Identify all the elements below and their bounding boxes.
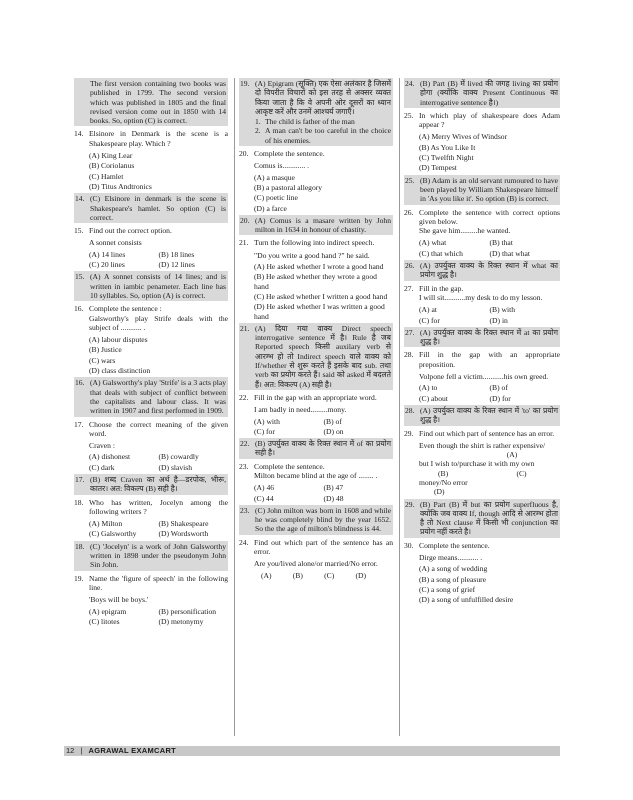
option: (B) a song of pleasure (419, 574, 487, 584)
solution-16: 16. (A) Galsworthy's play 'Strife' is a 3 acts play that deals with subject of conflict between the capitalists and labour class. It was written in 1907 and first performed in 1909. (75, 378, 226, 416)
option: (B) As You Like It (419, 142, 476, 152)
question-prompt: A sonnet consists (89, 238, 142, 248)
solution-26: 26. (A) उपर्युक्त वाक्य के रिक्त स्थान में what का प्रयोग शुद्ध है। (405, 261, 558, 280)
options-row: (A) 46 (B) 47 (254, 483, 344, 493)
question-30: 30. Complete the sentence. (404, 540, 490, 550)
option: (A) a masque (254, 172, 295, 182)
options-row: (A) what (B) that (419, 238, 513, 248)
option: (D) class distinction (89, 366, 151, 376)
options-row: (C) Galsworthy (D) Wordsworth (89, 529, 209, 539)
solution-17: 17. (B) शब्द Craven का अर्थ है—डरपोक, भीरू, कातर। अत: विकल्प (B) सही है। (75, 474, 226, 494)
option: (C) wars (89, 355, 116, 365)
solution-19: 19. (A) Epigram (सूक्ति) एक ऐसा अलंकार है जिसमें दो विपरीत विचारों को इस तरह से अक्सर व्यक्त किया जाता है कि वे अपनी ओर दूसरों का ध्यान आकृष्ट करें और उनमें आश्चर्य जगाएँ। 1. The child is father of the man 2. A man can't be too careful in the choice of his enemies. (240, 79, 391, 145)
option: (C) poetic line (254, 193, 298, 203)
solution-15: 15. (A) A sonnet consists of 14 lines; and is written in iambic penameter. Each line has 10 syllables. So, option (A) is correct. (75, 272, 226, 300)
sentence-part: but I wish to/purchase it with my own (419, 459, 535, 469)
question-prompt: Are you/lived alone/or married/No error. (254, 559, 378, 569)
question-prompt: Dirge means........... . (419, 553, 483, 563)
solution-25: 25. (B) Adam is an old servant rumoured to have been played by William Shakespeare himself in 'As you like it'. So option (B) is correct. (405, 175, 558, 204)
options-row: (C) about (D) for (419, 393, 511, 403)
question-prompt: I am badly in need.........mony. (254, 405, 347, 415)
column-2 (239, 78, 393, 580)
question-25: 25. In which play of shakespeare does Adam appear ? (404, 110, 560, 130)
option: (B) a pastoral allegory (254, 182, 323, 192)
sentence-part: Even though the shirt is rather expensive/ (419, 440, 546, 450)
brand-logo: AGRAWAL EXAMCART (88, 746, 177, 755)
options-row: (A) with (B) of (254, 416, 342, 426)
question-18: 18. Who has written, Jocelyn among the following writers ? (74, 497, 228, 516)
question-prompt: "Do you write a good hand ?" he said. (254, 250, 370, 260)
options-row: (C) 20 lines (D) 12 lines (89, 260, 195, 270)
solution-23: 23. (C) John milton was born in 1608 and while he was completely blind by the year 1652. So the the age of milton's blindness is 44. (240, 505, 391, 534)
column-1 (74, 78, 228, 627)
question-24: 24. Find out which part of the sentence has an error. (239, 537, 393, 557)
footer-separator: | (80, 746, 83, 755)
option: (A) He asked whether I wrote a good hand (254, 262, 384, 272)
option: (B) Coriolanus (89, 161, 135, 171)
question-16: 16. Complete the sentence : Galsworthy's play Strife deals with the subject of ........... . (74, 304, 228, 332)
solution-18: 18. (C) 'Jocelyn' is a work of John Galsworthy written in 1898 under the pseudonym John Sin John. (75, 541, 226, 570)
options-row: (C) for (D) on (254, 426, 344, 436)
question-19: 19. Name the 'figure of speech' in the following line. (74, 573, 228, 592)
options-row: (A) to (B) of (419, 383, 508, 393)
option: (C) Twelfth Night (419, 153, 474, 163)
column-divider (234, 78, 235, 736)
option: (A) labour disputes (89, 335, 148, 345)
question-17: 17. Choose the correct meaning of the given word. (74, 419, 228, 438)
option: (B) Justice (89, 345, 122, 355)
question-26: 26. Complete the sentence with correct options given below. She gave him.........he wanted. (404, 207, 560, 236)
question-23: 23. Complete the sentence. Milton became blind at the age of ........ . (239, 461, 378, 480)
question-28: 28. Fill in the gap with an appropriate preposition. (404, 350, 560, 369)
question-20: 20. Complete the sentence. (239, 149, 325, 159)
question-prompt: 'Boys will be boys.' (89, 595, 149, 605)
question-prompt: Comus is............ . (254, 161, 310, 171)
solution-28: 28. (A) उपर्युक्त वाक्य के रिक्त स्थान में 'to' का प्रयोग शुद्ध है। (405, 405, 558, 425)
column-divider (399, 78, 400, 736)
option: (C) Hamlet (89, 171, 124, 181)
question-14: 14. Elsinore in Denmark is the scene is a Shakespeare play. Which ? (74, 129, 228, 148)
question-15: 15. Find out the correct option. (74, 226, 172, 236)
options-row: (A) 14 lines (B) 18 lines (89, 249, 195, 259)
solution-29: 29. (B) Part (B) में but का प्रयोग superfluous है, क्योंकि जब वाक्य If, though आदि से आरम्भ होता है तो Next clause में किसी भी conjunction का प्रयोग नहीं करते है। (405, 499, 558, 537)
options-row: (C) 44 (D) 48 (254, 493, 344, 503)
options-row: (A) at (B) with (419, 305, 516, 315)
part-marker: (B) (C) (438, 468, 527, 478)
page-number: 12 (66, 746, 75, 755)
option: (A) King Lear (89, 151, 133, 161)
option: (C) a song of grief (419, 584, 476, 594)
option: (B) He asked whether they wrote a good hand (254, 272, 377, 291)
page-footer (64, 746, 560, 756)
options-row: (A) dishonest (B) cowardly (89, 452, 199, 462)
solution-24: 24. (B) Part (B) में lived की जगह living का प्रयोग होगा (क्योंकि वाक्य Present Continuous का interrogative sentence है।) (405, 79, 558, 107)
option: (D) Titus Andtronics (89, 181, 152, 191)
solution-intro: The first version containing two books was published in 1799. The second version which was published in 1805 and the final revised version come out in 1850 with 14 books. So, option (C) is correct. (74, 78, 228, 126)
options-row: (A) Milton (B) Shakespeare (89, 519, 209, 529)
question-prompt: Volpone fell a victim...........his own greed. (419, 372, 549, 382)
option: (D) a song of unfulfilled desire (419, 595, 514, 605)
option: (A) a song of wedding (419, 564, 488, 574)
options-row: (C) that which (D) that what (419, 248, 530, 258)
options-row: (A) (B) (C) (D) (261, 570, 366, 580)
solution-14: 14. (C) Elsinore in denmark is the scene is Shakespeare's hamlet. So option (C) is correct. (75, 194, 226, 222)
question-27: 27. Fill in the gap. I will sit...........my desk to do my lesson. (404, 283, 543, 302)
options-row: (C) litotes (D) metonymy (89, 616, 204, 626)
page-content (74, 78, 560, 738)
options-row: (A) epigram (B) personification (89, 606, 217, 616)
question-29: 29. Find out which part of sentence has an error. (404, 428, 555, 438)
option: (C) He asked whether I written a good hand (254, 291, 388, 301)
question-22: 22. Fill in the gap with an appropriate word. (239, 392, 377, 402)
solution-21: 21. (A) दिया गया वाक्य Direct speech interrogative sentence में है। Rule है जब Reported speech किसी auxilary verb से आरम्भ हो तो Indirect speech वाले वाक्य को If/whether से शुरू करते हैं इसके बाद sub. तथा verb का प्रयोग करते हैं। said को asked में बदलते हैं। अत: विकल्प (A) सही है। (240, 323, 391, 389)
question-prompt: Craven : (89, 441, 115, 451)
options-row: (C) dark (D) slavish (89, 462, 193, 472)
part-marker: (A) (506, 450, 518, 460)
solution-22: 22. (B) उपर्युक्त वाक्य के रिक्त स्थान में of का प्रयोग सही है। (240, 439, 391, 458)
sentence-part: money/No error (419, 477, 468, 487)
example-list: 1. The child is father of the man 2. A man can't be too careful in the choice of his enemies. (255, 117, 391, 145)
question-21: 21. Turn the following into indirect speech. (239, 238, 375, 248)
option: (A) Merry Wives of Windsor (419, 132, 508, 142)
column-3 (404, 78, 560, 606)
option: (D) He asked whether I was written a good hand (254, 302, 385, 321)
part-marker: (D) (434, 487, 445, 497)
option: (D) a farce (254, 203, 287, 213)
options-row: (C) for (D) in (419, 315, 508, 325)
solution-27: 27. (A) उपर्युक्त वाक्य के रिक्त स्थान में at का प्रयोग शुद्ध है। (405, 327, 558, 347)
solution-20: 20. (A) Comus is a masare written by John milton in 1634 in honour of chastity. (240, 215, 391, 235)
option: (D) Tempest (419, 163, 457, 173)
